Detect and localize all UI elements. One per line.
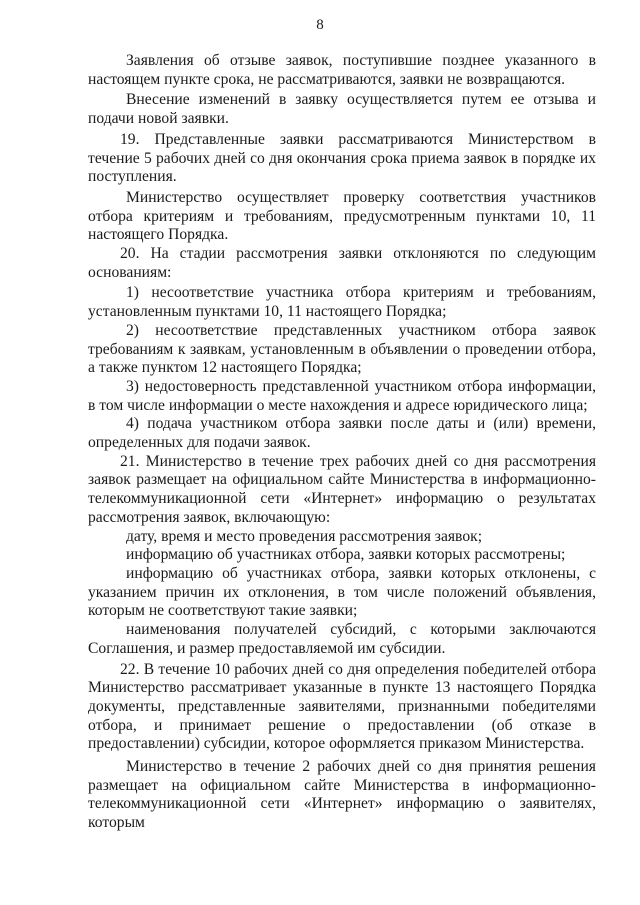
list-item-ground-2: 2) несоответствие представленных участником отбора заявок требованиям к заявкам, установленным в объявлении о проведении отбора, а также пунктом 12 настоящего Порядка; (88, 321, 596, 377)
paragraph-clause-20: 20. На стадии рассмотрения заявки отклоняются по следующим основаниям: (88, 245, 596, 281)
document-body (88, 52, 596, 833)
paragraph-withdrawal-late: Заявления об отзыве заявок, поступившие позднее указанного в настоящем пункте срока, не рассматриваются, заявки не возвращаются. (88, 52, 596, 88)
list-item-ground-4: 4) подача участником отбора заявки после даты и (или) времени, определенных для подачи заявок. (88, 415, 596, 452)
paragraph-publication: Министерство в течение 2 рабочих дней со дня принятия решения размещает на официальном сайте Министерства в информационно-телекоммуникационной сети «Интернет» информацию о заявителях, которым (88, 758, 596, 832)
list-item-rejected: информацию об участниках отбора, заявки которых отклонены, с указанием причин их отклонения, в том числе положений объявления, которым не соответствуют такие заявки; (88, 564, 596, 620)
paragraph-changes: Внесение изменений в заявку осуществляется путем ее отзыва и подачи новой заявки. (88, 91, 596, 128)
list-item-ground-1: 1) несоответствие участника отбора критериям и требованиям, установленным пунктами 10, 11 настоящего Порядка; (88, 284, 596, 321)
list-item-date-time: дату, время и место проведения рассмотрения заявок; (126, 527, 483, 545)
paragraph-clause-21: 21. Министерство в течение трех рабочих дней со дня рассмотрения заявок размещает на официальном сайте Министерства в информационно-телекоммуникационной сети «Интернет» информацию о результатах рассмотрения заявок, включающую: (88, 452, 596, 526)
paragraph-verification: Министерство осуществляет проверку соответствия участников отбора критериям и требованиям, предусмотренным пунктами 10, 11 настоящего Порядка. (88, 188, 596, 244)
page-number: 8 (316, 17, 324, 33)
list-item-recipients: наименования получателей субсидий, с которыми заключаются Соглашения, и размер предоставляемой им субсидии. (88, 621, 596, 657)
paragraph-clause-19: 19. Представленные заявки рассматриваются Министерством в течение 5 рабочих дней со дня окончания срока приема заявок в порядке их поступления. (88, 130, 596, 186)
list-item-reviewed: информацию об участниках отбора, заявки которых рассмотрены; (126, 546, 566, 564)
list-item-ground-3: 3) недостоверность представленной участником отбора информации, в том числе информации о месте нахождения и адресе юридического лица; (88, 377, 596, 414)
paragraph-clause-22: 22. В течение 10 рабочих дней со дня определения победителей отбора Министерство рассматривает указанные в пункте 13 настоящего Порядка документы, представленные заявителями, признанными победителями отбора, и принимает решение о предоставлении (об отказе в предоставлении) субсидии, которое оформляется приказом Министерства. (88, 660, 596, 753)
